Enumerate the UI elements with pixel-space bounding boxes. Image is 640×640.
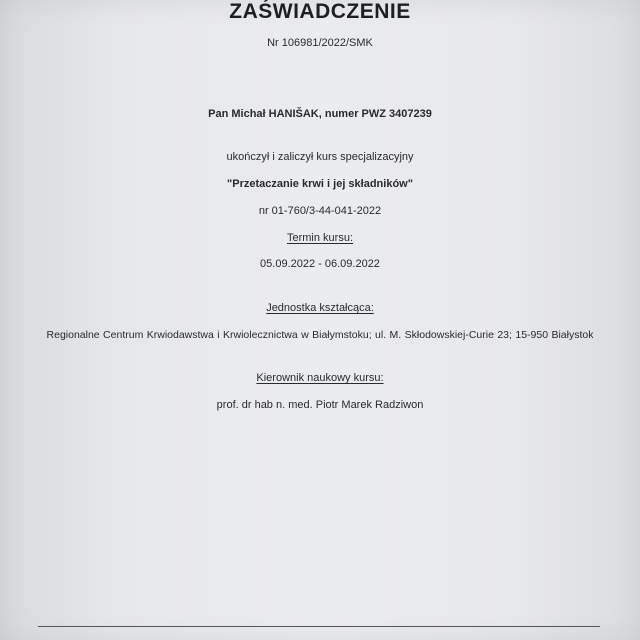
term-label-row: [0, 232, 640, 244]
recipient-line: Pan Michał HANIŠAK, numer PWZ 3407239: [208, 108, 432, 120]
bottom-divider: [38, 626, 600, 627]
course-number: nr 01-760/3-44-041-2022: [258, 205, 382, 217]
course-name: "Przetaczanie krwi i jej składników": [227, 178, 413, 190]
head-label: Kierownik naukowy kursu:: [256, 372, 384, 384]
completion-statement: ukończył i zaliczył kurs specjalizacyjny: [226, 151, 414, 163]
term-label: Termin kursu:: [286, 232, 354, 244]
unit-label-row: [0, 302, 640, 314]
unit-name: Regionalne Centrum Krwiodawstwa i Krwiolecznictwa w Białymstoku; ul. M. Skłodowskiej-Curie 23; 15-950 Białystok: [46, 329, 594, 341]
head-name: prof. dr hab n. med. Piotr Marek Radziwon: [216, 399, 424, 411]
unit-label: Jednostka kształcąca:: [266, 302, 374, 314]
head-label-row: [0, 372, 640, 384]
term-dates: 05.09.2022 - 06.09.2022: [260, 258, 380, 270]
document-title: ZAŚWIADCZENIE: [229, 0, 411, 23]
certificate-number: Nr 106981/2022/SMK: [267, 37, 373, 49]
